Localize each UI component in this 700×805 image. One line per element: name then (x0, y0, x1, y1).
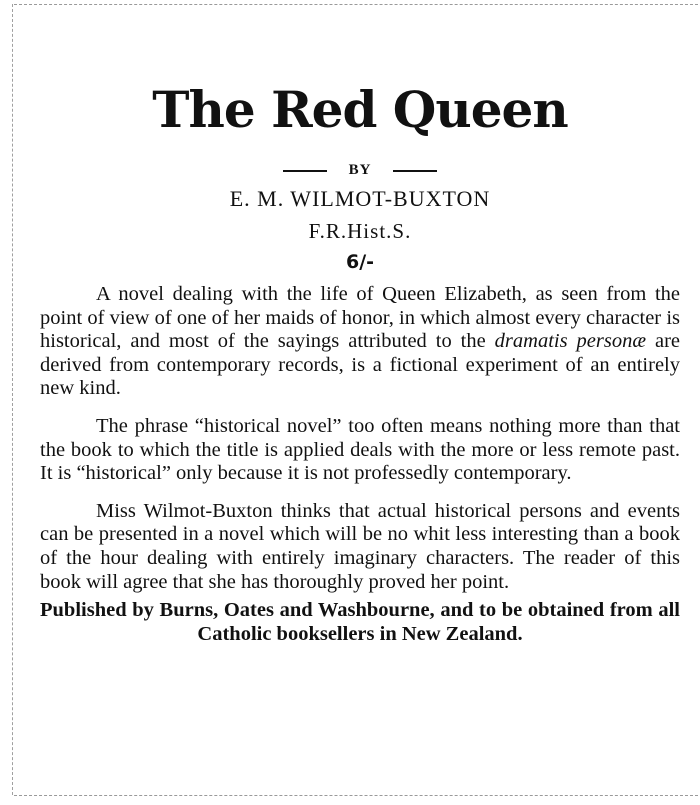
paragraph-1-emphasis: dramatis personæ (494, 330, 647, 353)
by-label: BY (348, 162, 372, 178)
advertisement-content (40, 80, 680, 646)
publisher-note: Published by Burns, Oates and Washbourne, and to be obtained from all Catholic booksellers in New Zealand. (40, 599, 680, 646)
by-line-dash-right (393, 170, 437, 172)
author-credential: F.R.Hist.S. (308, 219, 412, 243)
paragraph-1-text-before: A novel dealing with the life of Queen Elizabeth, as seen from the point of view of one of her maids of honor, in which almost every character is historical, and most of the sayings attributed to the (40, 283, 680, 353)
top-border-rule (14, 4, 698, 5)
bottom-border-rule (14, 795, 698, 796)
book-title: The Red Queen (152, 80, 568, 139)
book-price: 6/- (345, 251, 375, 273)
left-border-rule (12, 4, 13, 795)
description-paragraph-3: Miss Wilmot-Buxton thinks that actual historical persons and events can be presented in a novel which will be no whit less interesting than a book of the hour dealing with entirely imaginary characters. The reader of this book will agree that she has thoroughly proved her point. (40, 499, 680, 593)
paragraph-1-text-after: are derived from contemporary records, is a fictional experiment of an entirely new kind. (40, 330, 680, 400)
by-line-dash-left (283, 170, 327, 172)
description-paragraph-1 (40, 283, 680, 401)
author-name: E. M. WILMOT-BUXTON (229, 186, 491, 211)
by-line (40, 160, 680, 180)
description-paragraph-2: The phrase “historical novel” too often means nothing more than that the book to which the title is applied deals with the more or less remote past. It is “historical” only because it is not professedly contemporary. (40, 414, 680, 485)
